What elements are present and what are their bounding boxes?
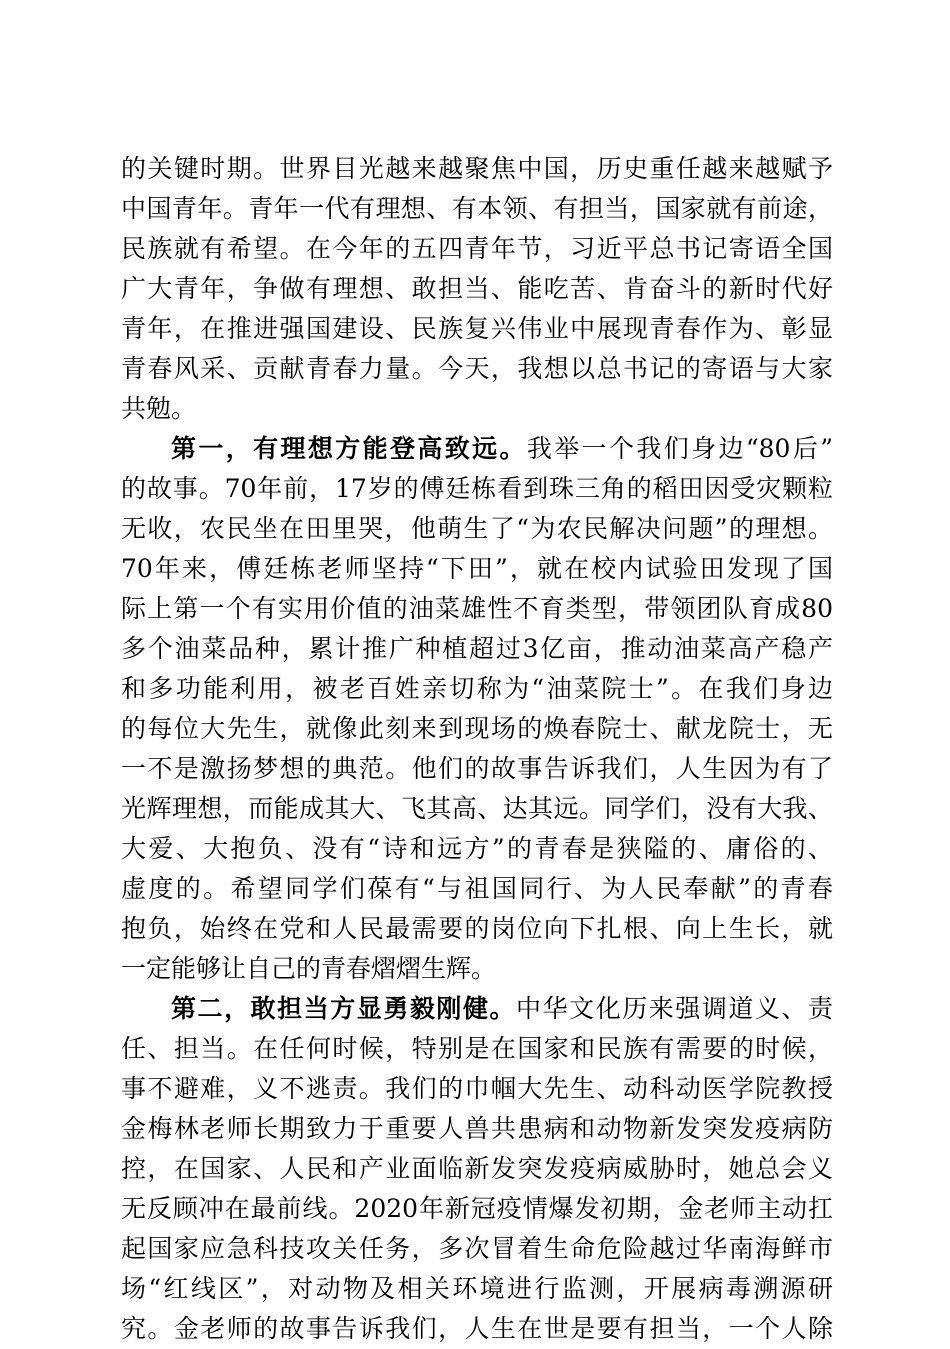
text-line: 和多功能利用，被老百姓亲切称为“油菜院士”。在我们身边 [121, 674, 833, 703]
text-line: 一定能够让自己的青春熠熠生辉。 [121, 954, 497, 983]
text-line: 究。金老师的故事告诉我们，人生在世是要有担当，一个人除 [121, 1314, 833, 1343]
text-line: 的故事。70年前，17岁的傅廷栋看到珠三角的稻田因受灾颗粒 [121, 474, 833, 503]
text-line: 青春风采、贡献青春力量。今天，我想以总书记的寄语与大家 [121, 354, 833, 383]
text-line: 金梅林老师长期致力于重要人兽共患病和动物新发突发疫病防 [121, 1114, 833, 1143]
text-line: 无反顾冲在最前线。2020年新冠疫情爆发初期，金老师主动扛 [121, 1194, 833, 1223]
section-heading: 第一，有理想方能登高致远。 [171, 434, 527, 463]
text-line: 的关键时期。世界目光越来越聚焦中国，历史重任越来越赋予 [121, 154, 833, 183]
text-run: 我举一个我们身边“80后” [526, 434, 833, 463]
text-line: 光辉理想，而能成其大、飞其高、达其远。同学们，没有大我、 [121, 794, 833, 823]
text-line: 际上第一个有实用价值的油菜雄性不育类型，带领团队育成80 [121, 594, 833, 623]
text-run: 中华文化历来强调道义、责 [516, 994, 833, 1023]
section-heading: 第二，敢担当方显勇毅刚健。 [171, 994, 517, 1023]
body-text [121, 149, 833, 1349]
text-line: 民族就有希望。在今年的五四青年节，习近平总书记寄语全国 [121, 234, 833, 263]
text-line: 起国家应急科技攻关任务，多次冒着生命危险越过华南海鲜市 [121, 1234, 833, 1263]
text-line: 事不避难，义不逃责。我们的巾帼大先生、动科动医学院教授 [121, 1074, 833, 1103]
text-line: 任、担当。在任何时候，特别是在国家和民族有需要的时候， [121, 1034, 833, 1063]
paragraph-first-line [121, 989, 833, 1029]
text-line: 青年，在推进强国建设、民族复兴伟业中展现青春作为、彰显 [121, 314, 833, 343]
text-line: 虚度的。希望同学们葆有“与祖国同行、为人民奉献”的青春 [121, 874, 833, 903]
text-line: 的每位大先生，就像此刻来到现场的焕春院士、献龙院士，无 [121, 714, 833, 743]
text-line: 多个油菜品种，累计推广种植超过3亿亩，推动油菜高产稳产 [121, 634, 833, 663]
text-line: 大爱、大抱负、没有“诗和远方”的青春是狭隘的、庸俗的、 [121, 834, 833, 863]
text-line: 70年来，傅廷栋老师坚持“下田”，就在校内试验田发现了国 [121, 554, 833, 583]
text-line: 广大青年，争做有理想、敢担当、能吃苦、肯奋斗的新时代好 [121, 274, 833, 303]
text-line: 场“红线区”，对动物及相关环境进行监测，开展病毒溯源研 [121, 1274, 833, 1303]
paragraph-first-line [121, 429, 833, 469]
text-line: 中国青年。青年一代有理想、有本领、有担当，国家就有前途， [121, 194, 833, 223]
text-line: 无收，农民坐在田里哭，他萌生了“为农民解决问题”的理想。 [121, 514, 833, 543]
text-line: 共勉。 [121, 394, 197, 423]
text-line: 一不是激扬梦想的典范。他们的故事告诉我们，人生因为有了 [121, 754, 833, 783]
text-line: 控，在国家、人民和产业面临新发突发疫病威胁时，她总会义 [121, 1154, 833, 1183]
text-line: 抱负，始终在党和人民最需要的岗位向下扎根、向上生长，就 [121, 914, 833, 943]
